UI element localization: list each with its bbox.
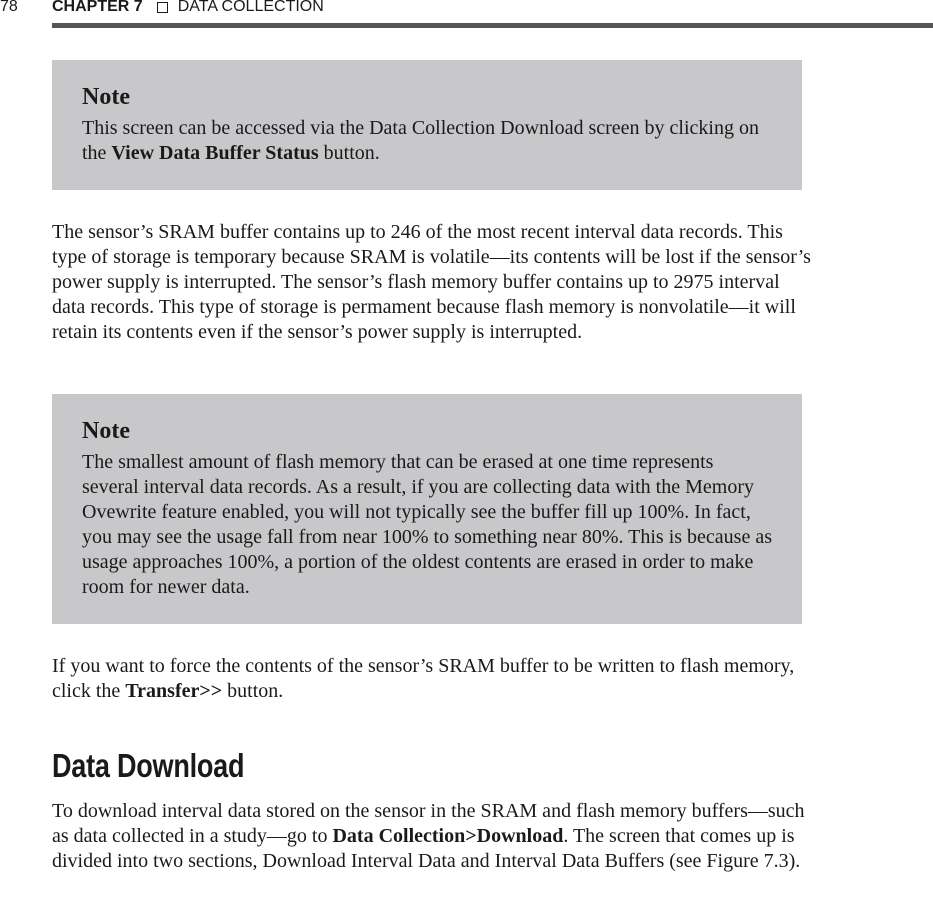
transfer-button-label: Transfer>> bbox=[125, 680, 223, 702]
menu-path-label: Data Collection>Download bbox=[332, 825, 564, 847]
sram-buffer-paragraph: The sensor’s SRAM buffer contains up to 246 of the most recent interval data records. This type of storage is temporary because SRAM is volatile—its contents will be lost if the sensor’s power supply is interrupted. The sensor’s flash memory buffer contains up to 2975 interval data records. This type of storage is permament because flash memory is nonvolatile—it will retain its contents even if the sensor’s power supply is interrupted. bbox=[52, 221, 811, 343]
note-title: Note bbox=[82, 84, 130, 110]
transfer-paragraph: If you want to force the contents of the sensor’s SRAM buffer to be written to flash memory, click the Transfer>> button. bbox=[52, 655, 795, 702]
separator-box-icon bbox=[157, 2, 168, 13]
chapter-title: DATA COLLECTION bbox=[177, 0, 324, 15]
chapter-label: CHAPTER 7 bbox=[52, 0, 143, 15]
note-box-flash-memory bbox=[52, 394, 802, 624]
note-box-view-buffer bbox=[52, 60, 802, 190]
view-data-buffer-status-label: View Data Buffer Status bbox=[111, 142, 319, 164]
header-rule bbox=[52, 23, 933, 28]
page-number: 78 bbox=[0, 0, 18, 15]
data-download-paragraph: To download interval data stored on the sensor in the SRAM and flash memory buffers—such as data collected in a study—go to Data Collection>Download. The screen that comes up is divided into two sections, Download Interval Data and Interval Data Buffers (see Figure 7.3). bbox=[52, 800, 805, 872]
note-text: The smallest amount of flash memory that can be erased at one time represents several interval data records. As a result, if you are collecting data with the Memory Ovewrite feature enabled, you will not typically see the buffer fill up 100%. In fact, you may see the usage fall from near 100% to something near 80%. This is because as usage approaches 100%, a portion of the oldest contents are erased in order to make room for newer data. bbox=[82, 451, 772, 598]
note-title: Note bbox=[82, 418, 130, 444]
note-text: This screen can be accessed via the Data Collection Download screen by clicking on the View Data Buffer Status button. bbox=[82, 117, 759, 164]
running-header bbox=[52, 0, 324, 16]
section-title: Data Download bbox=[52, 747, 245, 784]
